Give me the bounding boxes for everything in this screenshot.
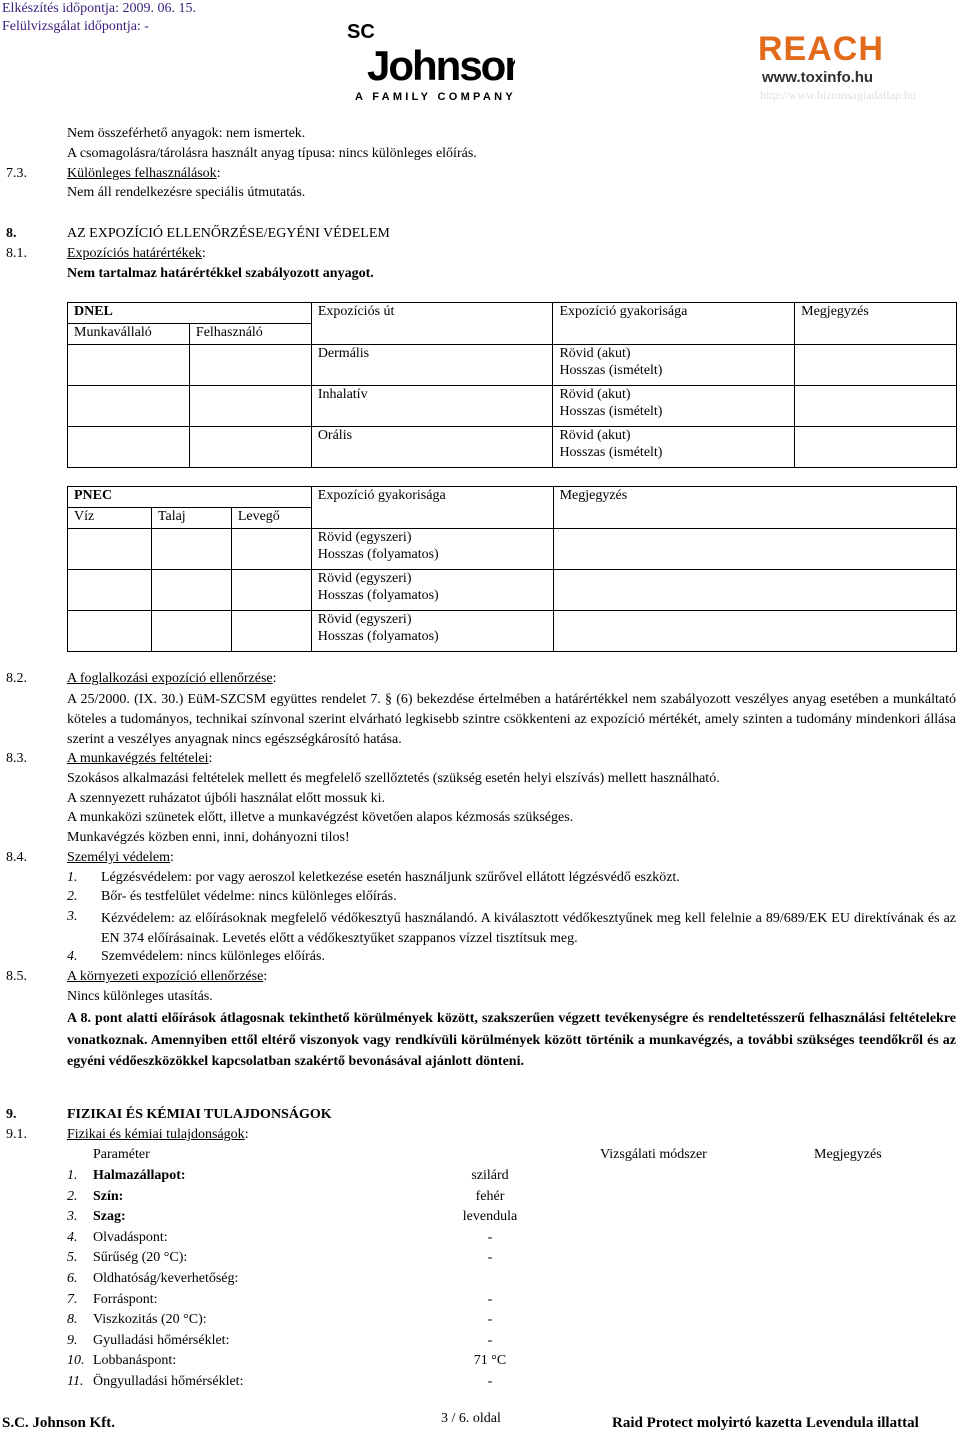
property-name: Oldhatóság/keverhetőség: — [93, 1271, 239, 1286]
property-value: - — [487, 1292, 493, 1307]
section-8-title: AZ EXPOZÍCIÓ ELLENŐRZÉSE/EGYÉNI VÉDELEM — [67, 226, 390, 241]
soil-header: Talaj — [151, 508, 231, 529]
freq-cell: Rövid (akut) Hosszas (ismételt) — [553, 427, 795, 468]
logo-johnson: Johnson — [367, 42, 515, 89]
reach-site: http://www.biztonsagiadatlap.hu — [760, 88, 916, 102]
review-date: Felülvizsgálat időpontja: - — [2, 19, 149, 34]
section-8-3-line: Munkavégzés közben enni, inni, dohányozni tilos! — [67, 830, 350, 845]
section-8-3-number: 8.3. — [6, 751, 27, 766]
property-number: 2. — [67, 1189, 78, 1204]
section-8-4-number: 8.4. — [6, 850, 27, 865]
table-row — [68, 427, 957, 468]
property-name: Viszkozitás (20 °C): — [93, 1312, 207, 1327]
section-8-2-title: A foglalkozási expozíció ellenőrzése: — [67, 671, 277, 686]
pnec-freq-cell: Rövid (egyszeri) Hosszas (folyamatos) — [311, 529, 553, 570]
property-number: 5. — [67, 1250, 78, 1265]
property-number: 8. — [67, 1312, 78, 1327]
pnec-note-header: Megjegyzés — [553, 487, 956, 529]
property-value: - — [487, 1374, 493, 1389]
property-name: Lobbanáspont: — [93, 1353, 177, 1368]
property-value: 71 °C — [473, 1353, 507, 1368]
table-row — [68, 611, 957, 652]
list-item: Kézvédelem: az előírásoknak megfelelő védőkesztyű használandó. A kiválasztott védőkesztyűnek meg kell felelnie a 89/689/EK EU direktívának és az EN 374 előírásainak. Levetés előtt a védőkesztyűket szappanos vízzel tisztítsuk meg. — [101, 911, 956, 946]
property-name: Halmazállapot: — [93, 1168, 186, 1183]
footer-page: 3 / 6. oldal — [441, 1411, 501, 1426]
note-header: Megjegyzés — [795, 303, 957, 345]
user-header: Felhasználó — [189, 324, 311, 345]
list-item: Szemvédelem: nincs különleges előírás. — [101, 949, 325, 964]
method-header: Vizsgálati módszer — [600, 1147, 707, 1162]
sc-johnson-logo — [345, 18, 515, 108]
list-item: Bőr- és testfelület védelme: nincs különleges előírás. — [101, 889, 397, 904]
section-8-5-text: Nincs különleges utasítás. — [67, 989, 213, 1004]
reach-word: REACH — [758, 30, 884, 68]
section-8-2-text: A 25/2000. (IX. 30.) EüM-SZCSM együttes rendelet 7. § (6) bekezdése értelmében a határértékkel nem szabályozott veszélyes anyag esetében a munkáltató köteles a tudományos, technikai színvonal szerint elvárható legkisebb szintre csökkenteni az expozíció mértékét, amely szinten a tudomány mindenkori állása szerint a veszélyes anyagnak nincs egészségkárosító hatása. — [67, 692, 956, 747]
freq-header: Expozíció gyakorisága — [553, 303, 795, 345]
logo-tagline: A FAMILY COMPANY — [355, 91, 515, 103]
property-value: fehér — [475, 1189, 505, 1204]
water-header: Víz — [68, 508, 152, 529]
section-9-1-number: 9.1. — [6, 1127, 27, 1142]
section-7-3-title: Különleges felhasználások: — [67, 166, 221, 181]
list-item-number: 1. — [67, 870, 78, 885]
pnec-table — [67, 486, 957, 652]
section-8-3-line: A munkaközi szünetek előtt, illetve a munkavégzést követően alapos kézmosás szükséges. — [67, 810, 574, 825]
freq-cell: Rövid (akut) Hosszas (ismételt) — [553, 345, 795, 386]
property-value: szilárd — [471, 1168, 509, 1183]
property-name: Szín: — [93, 1189, 124, 1204]
section-7-3-text: Nem áll rendelkezésre speciális útmutatás. — [67, 185, 306, 200]
property-number: 11. — [67, 1374, 84, 1389]
section-8-1-number: 8.1. — [6, 246, 27, 261]
list-item-number: 4. — [67, 949, 78, 964]
property-number: 1. — [67, 1168, 78, 1183]
pnec-header: PNEC — [68, 487, 312, 508]
dnel-table — [67, 302, 957, 468]
route-cell: Inhalatív — [311, 386, 553, 427]
property-number: 10. — [67, 1353, 85, 1368]
pnec-freq-header: Expozíció gyakorisága — [311, 487, 553, 529]
list-item-number: 2. — [67, 889, 78, 904]
property-value: - — [487, 1250, 493, 1265]
property-value: - — [487, 1230, 493, 1245]
property-number: 9. — [67, 1333, 78, 1348]
freq-cell: Rövid (akut) Hosszas (ismételt) — [553, 386, 795, 427]
footer-product: Raid Protect molyirtó kazetta Levendula illattal — [612, 1415, 919, 1431]
property-number: 3. — [67, 1209, 78, 1224]
property-name: Szag: — [93, 1209, 126, 1224]
property-name: Olvadáspont: — [93, 1230, 168, 1245]
property-value: levendula — [462, 1209, 518, 1224]
section-8-5-number: 8.5. — [6, 969, 27, 984]
route-cell: Orális — [311, 427, 553, 468]
section-9-1-title: Fizikai és kémiai tulajdonságok: — [67, 1127, 249, 1142]
property-name: Gyulladási hőmérséklet: — [93, 1333, 230, 1348]
table-row — [68, 386, 957, 427]
air-header: Levegő — [231, 508, 311, 529]
section-8-5-title: A környezeti expozíció ellenőrzése: — [67, 969, 268, 984]
param-header: Paraméter — [93, 1147, 150, 1162]
property-number: 4. — [67, 1230, 78, 1245]
pnec-freq-cell: Rövid (egyszeri) Hosszas (folyamatos) — [311, 570, 553, 611]
reach-url: www.toxinfo.hu — [762, 69, 874, 86]
created-date: Elkészítés időpontja: 2009. 06. 15. — [2, 1, 197, 16]
section-8-3-line: Szokásos alkalmazási feltételek mellett és megfelelő szellőztetés (szükség esetén helyi elszívás) mellett használható. — [67, 771, 720, 786]
property-name: Forráspont: — [93, 1292, 158, 1307]
section-8-3-line: A szennyezett ruházatot újbóli használat előtt mossuk ki. — [67, 791, 386, 806]
table-row — [68, 570, 957, 611]
logo-sc: SC — [347, 21, 375, 43]
property-number: 6. — [67, 1271, 78, 1286]
section-8-number: 8. — [6, 226, 17, 241]
section-8-note: A 8. pont alatti előírások átlagosnak tekinthető körülmények között, szakszerűen végzett tevékenységre és rendeltetésszerű felhasználási feltételekre vonatkoznak. Amennyiben ettől eltérő viszonyok vagy rendkívüli körülmények között történik a munkavégzés, a további szükséges teendőkről és az egyéni védőeszközökkel kapcsolatban szakértő bevonásával ajánlott dönteni. — [67, 1011, 956, 1069]
list-item: Légzésvédelem: por vagy aeroszol keletkezése esetén használjunk szűrővel ellátott légzésvédő eszközt. — [101, 870, 680, 885]
section-9-number: 9. — [6, 1107, 17, 1122]
section-8-3-title: A munkavégzés feltételei: — [67, 751, 213, 766]
pnec-freq-cell: Rövid (egyszeri) Hosszas (folyamatos) — [311, 611, 553, 652]
list-item-number: 3. — [67, 909, 78, 924]
section-8-4-title: Személyi védelem: — [67, 850, 174, 865]
section-9-title: FIZIKAI ÉS KÉMIAI TULAJDONSÁGOK — [67, 1107, 332, 1122]
property-number: 7. — [67, 1292, 78, 1307]
incompat-text: Nem összeférhető anyagok: nem ismertek. — [67, 126, 306, 141]
table-row — [68, 345, 957, 386]
packaging-text: A csomagolásra/tárolásra használt anyag típusa: nincs különleges előírás. — [67, 146, 477, 161]
dnel-header: DNEL — [68, 303, 312, 324]
section-8-2-number: 8.2. — [6, 671, 27, 686]
route-header: Expozíciós út — [311, 303, 553, 345]
note-header: Megjegyzés — [814, 1147, 882, 1162]
table-row — [68, 529, 957, 570]
property-value: - — [487, 1312, 493, 1327]
section-8-1-text: Nem tartalmaz határértékkel szabályozott anyagot. — [67, 266, 374, 281]
worker-header: Munkavállaló — [68, 324, 190, 345]
route-cell: Dermális — [311, 345, 553, 386]
footer-company: S.C. Johnson Kft. — [2, 1415, 115, 1431]
property-name: Sűrűség (20 °C): — [93, 1250, 188, 1265]
property-value: - — [487, 1333, 493, 1348]
property-name: Öngyulladási hőmérséklet: — [93, 1374, 244, 1389]
section-8-1-title: Expozíciós határértékek: — [67, 246, 206, 261]
section-7-3-number: 7.3. — [6, 166, 27, 181]
